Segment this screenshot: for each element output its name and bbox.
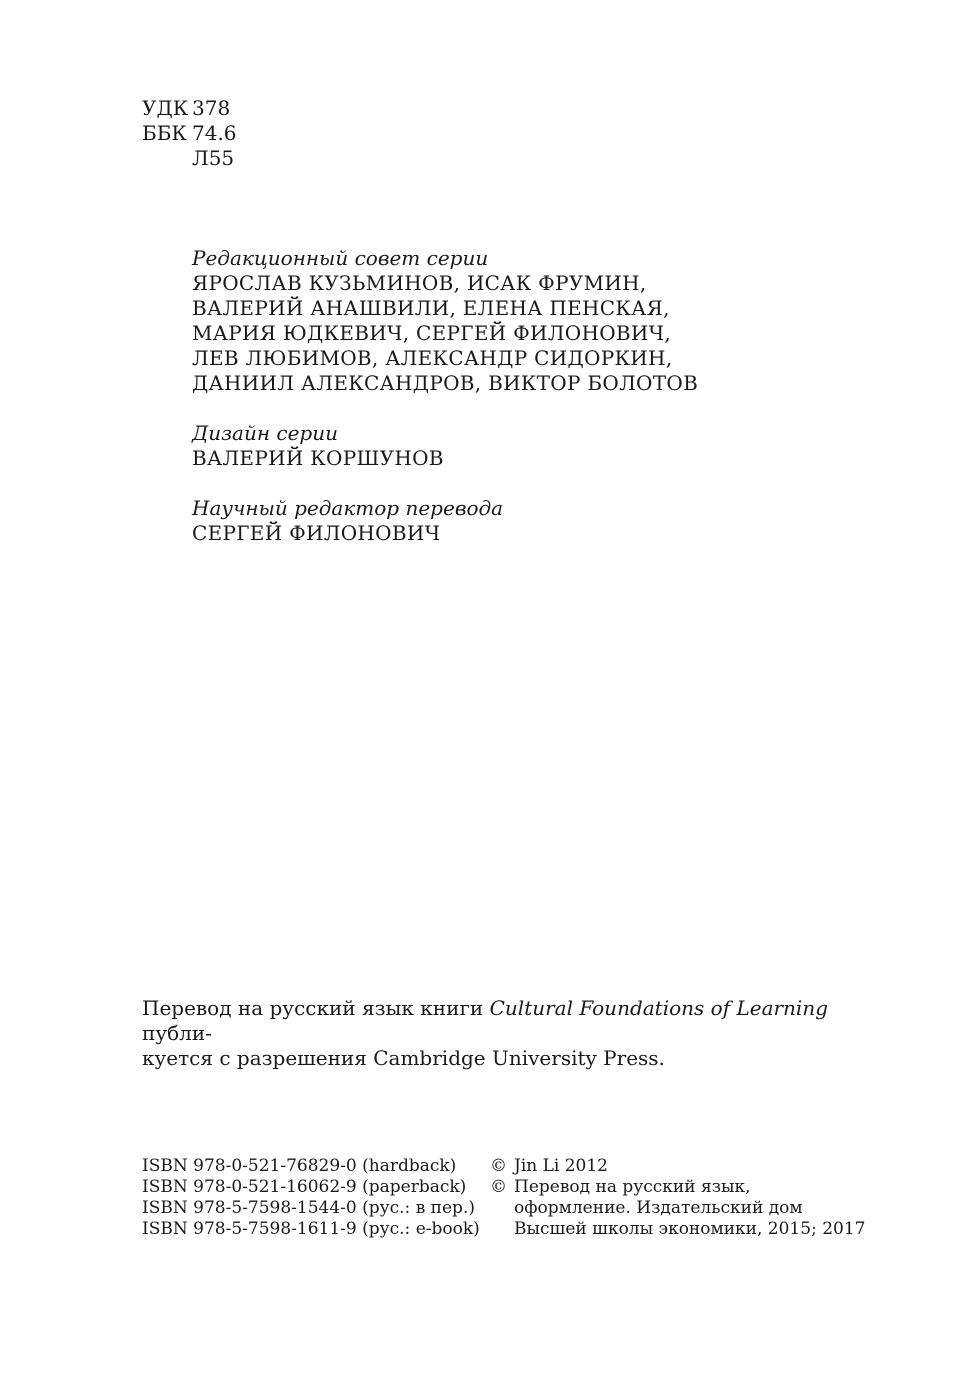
scientific-editor-label: Научный редактор перевода bbox=[192, 496, 504, 520]
bbk-key: ББК bbox=[142, 121, 187, 145]
isbn-line: ISBN 978-5-7598-1544-0 (рус.: в пер.) bbox=[142, 1198, 475, 1218]
copyright-translation bbox=[490, 1177, 865, 1198]
credits-block bbox=[192, 246, 698, 546]
bbk-row bbox=[142, 121, 237, 146]
isbn-line: ISBN 978-0-521-76829-0 (hardback) bbox=[142, 1156, 457, 1176]
notice-text: Перевод на русский язык книги bbox=[142, 996, 490, 1020]
copyright-text: Jin Li 2012 bbox=[514, 1156, 608, 1176]
isbn-line: ISBN 978-5-7598-1611-9 (рус.: e-book) bbox=[142, 1219, 480, 1239]
notice-text: публи- bbox=[142, 1021, 212, 1045]
original-book-title: Cultural Foundations of Learning bbox=[489, 996, 829, 1020]
editorial-board-member: МАРИЯ ЮДКЕВИЧ, СЕРГЕЙ ФИЛОНОВИЧ, bbox=[192, 321, 672, 345]
copyright-icon: © bbox=[490, 1156, 507, 1176]
copyright-translation-cont bbox=[490, 1198, 865, 1219]
udk-row bbox=[142, 96, 237, 121]
design-label: Дизайн серии bbox=[192, 421, 338, 445]
translation-notice bbox=[142, 996, 842, 1071]
editorial-board-label: Редакционный совет серии bbox=[192, 246, 489, 270]
copyright-text: Высшей школы экономики, 2015; 2017 bbox=[514, 1219, 866, 1239]
udk-value: 378 bbox=[192, 96, 231, 120]
editorial-board-member: ЯРОСЛАВ КУЗЬМИНОВ, ИСАК ФРУМИН, bbox=[192, 271, 647, 295]
isbn-block bbox=[142, 1156, 480, 1240]
design-name: ВАЛЕРИЙ КОРШУНОВ bbox=[192, 446, 444, 470]
editorial-board-member: ВАЛЕРИЙ АНАШВИЛИ, ЕЛЕНА ПЕНСКАЯ, bbox=[192, 296, 670, 320]
copyright-text: оформление. Издательский дом bbox=[514, 1198, 803, 1218]
editorial-board-member: ЛЕВ ЛЮБИМОВ, АЛЕКСАНДР СИДОРКИН, bbox=[192, 346, 673, 370]
isbn-line: ISBN 978-0-521-16062-9 (paperback) bbox=[142, 1177, 467, 1197]
bbk-value: 74.6 bbox=[192, 121, 237, 145]
author-mark-row bbox=[142, 146, 237, 171]
translation-notice-line-2: куется с разрешения Cambridge University Press. bbox=[142, 1046, 665, 1070]
author-mark-key bbox=[142, 146, 192, 171]
udk-key: УДК bbox=[142, 96, 189, 120]
copyright-icon: © bbox=[490, 1177, 507, 1197]
scientific-editor-name: СЕРГЕЙ ФИЛОНОВИЧ bbox=[192, 521, 441, 545]
classification-block bbox=[142, 96, 237, 171]
copyright-block bbox=[490, 1156, 865, 1240]
copyright-author bbox=[490, 1156, 865, 1177]
editorial-board-member: ДАНИИЛ АЛЕКСАНДРОВ, ВИКТОР БОЛОТОВ bbox=[192, 371, 699, 395]
copyright-text: Перевод на русский язык, bbox=[514, 1177, 751, 1197]
copyright-translation-cont bbox=[490, 1219, 865, 1240]
translation-notice-line-1 bbox=[142, 996, 842, 1046]
author-mark-value: Л55 bbox=[192, 146, 235, 170]
